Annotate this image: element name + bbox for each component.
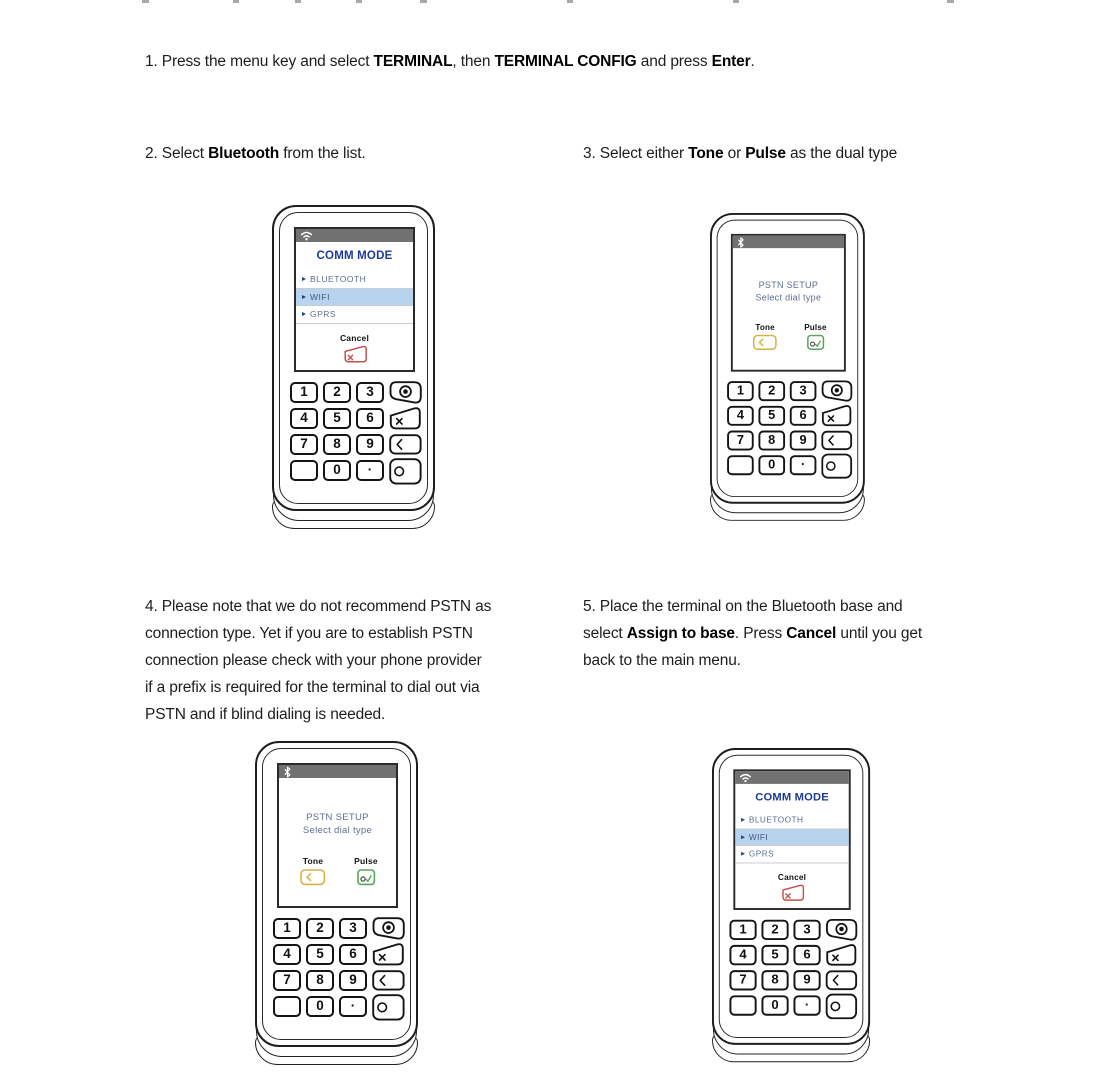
key-6: 6 xyxy=(793,945,820,965)
step-5-line xyxy=(583,620,922,647)
key-8: 8 xyxy=(761,970,788,990)
step-3-segment: as the dual type xyxy=(785,144,898,162)
step-1-bold: TERMINAL CONFIG xyxy=(494,52,637,70)
terminal-screen xyxy=(294,227,415,372)
power-key-icon xyxy=(821,380,852,403)
key-0: 0 xyxy=(761,995,788,1015)
enter-key-icon xyxy=(389,458,422,485)
wifi-icon xyxy=(300,230,313,241)
key-7: 7 xyxy=(290,434,318,455)
step-5-bold: Cancel xyxy=(786,625,837,642)
terminal-body xyxy=(710,213,865,504)
screen-statusbar xyxy=(735,771,848,784)
arrow-bullet-icon xyxy=(302,295,306,299)
key-4: 4 xyxy=(729,945,756,965)
terminal-illustration-comm-mode-1 xyxy=(272,205,435,529)
menu-list xyxy=(296,271,413,324)
key-5: 5 xyxy=(758,406,785,426)
key-3: 3 xyxy=(356,382,384,403)
clipped-text-artifact xyxy=(420,0,427,3)
power-key-icon xyxy=(825,919,857,942)
menu-item-label: GPRS xyxy=(310,309,337,320)
key-6: 6 xyxy=(356,408,384,429)
step-1-bold: Enter xyxy=(711,52,751,70)
menu-item-label: WIFI xyxy=(748,832,769,842)
keypad xyxy=(727,381,852,484)
step-5-line: back to the main menu. xyxy=(583,652,741,669)
tone-back-key-icon xyxy=(753,335,778,351)
terminal-body xyxy=(272,205,435,511)
key-0: 0 xyxy=(758,455,785,475)
terminal-screen xyxy=(733,769,850,910)
step-3-bold: Tone xyxy=(688,144,724,162)
pstn-setup-subtitle: Select dial type xyxy=(755,292,822,304)
step-2-segment: 2. Select xyxy=(145,144,209,162)
key-8: 8 xyxy=(323,434,351,455)
step-1-segment: . xyxy=(750,52,755,70)
step-4-line: PSTN and if blind dialing is needed. xyxy=(145,706,386,723)
key-9: 9 xyxy=(793,970,820,990)
key-9: 9 xyxy=(339,970,367,991)
arrow-bullet-icon xyxy=(302,312,306,316)
key-2: 2 xyxy=(323,382,351,403)
terminal-screen xyxy=(277,763,398,908)
key-9: 9 xyxy=(790,431,817,451)
menu-item-label: GPRS xyxy=(748,849,775,859)
menu-item-gprs xyxy=(735,846,848,863)
key-4: 4 xyxy=(290,408,318,429)
back-key-icon xyxy=(825,970,857,990)
enter-key-icon xyxy=(821,453,852,479)
cancel-key-icon xyxy=(779,883,804,900)
screen-statusbar xyxy=(279,765,396,778)
key-1: 1 xyxy=(290,382,318,403)
step-3-text xyxy=(583,143,897,165)
menu-item-wifi-selected xyxy=(735,829,848,846)
key-7: 7 xyxy=(727,431,754,451)
keypad xyxy=(273,918,405,1026)
key-2: 2 xyxy=(758,381,785,401)
menu-item-label: WIFI xyxy=(310,291,330,302)
key-0: 0 xyxy=(306,996,334,1017)
tone-option xyxy=(293,856,333,891)
step-5-segment: select xyxy=(583,625,627,642)
step-1-segment: , then xyxy=(452,52,495,70)
pulse-label: Pulse xyxy=(354,856,378,866)
terminal-illustration-comm-mode-2 xyxy=(712,748,870,1062)
bluetooth-icon xyxy=(283,766,292,778)
tone-option xyxy=(746,322,784,355)
step-4-line: 4. Please note that we do not recommend PSTN as xyxy=(145,598,492,615)
key-3: 3 xyxy=(790,381,817,401)
step-1-bold: TERMINAL xyxy=(373,52,453,70)
keypad xyxy=(290,382,422,490)
step-2-segment: from the list. xyxy=(279,144,366,162)
clipped-text-artifact xyxy=(733,0,739,3)
step-5-segment: until you get xyxy=(836,625,922,642)
step-1-segment: and press xyxy=(636,52,712,70)
key-3: 3 xyxy=(793,920,820,940)
back-key-icon xyxy=(821,431,852,451)
key-1: 1 xyxy=(273,918,301,939)
step-5-bold: Assign to base xyxy=(626,625,735,642)
arrow-bullet-icon xyxy=(302,277,306,281)
key-dot: · xyxy=(339,996,367,1017)
tone-label: Tone xyxy=(302,856,324,866)
pstn-setup-title: PSTN SETUP xyxy=(306,812,369,823)
menu-list xyxy=(735,812,848,863)
step-4-text xyxy=(145,593,491,728)
arrow-bullet-icon xyxy=(741,835,745,839)
tone-back-key-icon xyxy=(300,869,326,886)
terminal-body xyxy=(255,741,418,1047)
step-5-segment: . Press xyxy=(734,625,787,642)
key-dot: · xyxy=(793,995,820,1015)
menu-item-bluetooth xyxy=(735,812,848,829)
menu-item-label: BLUETOOTH xyxy=(748,815,804,825)
step-4-line: connection please check with your phone provider xyxy=(145,652,482,669)
clipped-text-artifact xyxy=(142,0,149,3)
arrow-bullet-icon xyxy=(741,852,745,856)
key-blank xyxy=(290,460,318,481)
keypad xyxy=(729,920,857,1025)
tone-label: Tone xyxy=(755,322,775,332)
key-1: 1 xyxy=(729,920,756,940)
step-4-line: connection type. Yet if you are to establish PSTN xyxy=(145,625,473,642)
dial-type-options xyxy=(279,856,396,898)
step-1-segment: 1. Press the menu key and select xyxy=(145,52,374,70)
step-3-segment: 3. Select either xyxy=(583,144,689,162)
pulse-option xyxy=(796,322,834,355)
clipped-text-artifact xyxy=(356,0,362,3)
pulse-ok-key-icon xyxy=(357,869,376,886)
back-key-icon xyxy=(372,970,405,991)
pstn-setup-subtitle: Select dial type xyxy=(302,825,373,836)
cancel-label: Cancel xyxy=(777,871,807,882)
cancel-x-key-icon xyxy=(821,405,852,427)
key-blank xyxy=(727,455,754,475)
step-2-bold: Bluetooth xyxy=(208,144,280,162)
step-5-line: 5. Place the terminal on the Bluetooth base and xyxy=(583,598,903,615)
arrow-bullet-icon xyxy=(741,818,745,822)
screen-title: COMM MODE xyxy=(316,250,393,262)
power-key-icon xyxy=(389,381,422,405)
clipped-text-artifact xyxy=(947,0,954,3)
key-5: 5 xyxy=(323,408,351,429)
step-4-line: if a prefix is required for the terminal to dial out via xyxy=(145,679,480,696)
key-5: 5 xyxy=(761,945,788,965)
key-3: 3 xyxy=(339,918,367,939)
pulse-option xyxy=(346,856,386,891)
key-9: 9 xyxy=(356,434,384,455)
key-7: 7 xyxy=(729,970,756,990)
dial-type-options xyxy=(733,322,844,362)
key-8: 8 xyxy=(758,431,785,451)
screen-message xyxy=(733,280,844,305)
pulse-ok-key-icon xyxy=(806,335,824,351)
terminal-illustration-pstn-2 xyxy=(255,741,418,1065)
clipped-text-artifact xyxy=(567,0,573,3)
cancel-x-key-icon xyxy=(825,944,857,966)
wifi-icon xyxy=(739,772,752,783)
clipped-text-artifact xyxy=(233,0,239,3)
key-6: 6 xyxy=(339,944,367,965)
bluetooth-icon xyxy=(737,237,746,248)
pulse-label: Pulse xyxy=(804,322,827,332)
key-1: 1 xyxy=(727,381,754,401)
screen-message xyxy=(279,811,396,837)
power-key-icon xyxy=(372,917,405,941)
menu-item-wifi-selected xyxy=(296,289,413,307)
screen-statusbar xyxy=(296,229,413,242)
cancel-x-key-icon xyxy=(389,407,422,430)
step-3-segment: or xyxy=(723,144,746,162)
menu-item-gprs xyxy=(296,306,413,324)
key-6: 6 xyxy=(790,406,817,426)
key-dot: · xyxy=(790,455,817,475)
enter-key-icon xyxy=(372,994,405,1021)
screen-title: COMM MODE xyxy=(755,791,829,804)
back-key-icon xyxy=(389,434,422,455)
key-4: 4 xyxy=(727,406,754,426)
key-blank xyxy=(729,995,756,1015)
key-dot: · xyxy=(356,460,384,481)
terminal-body xyxy=(712,748,870,1045)
pstn-setup-title: PSTN SETUP xyxy=(758,280,819,291)
key-7: 7 xyxy=(273,970,301,991)
key-blank xyxy=(273,996,301,1017)
step-1-text xyxy=(145,51,755,73)
key-4: 4 xyxy=(273,944,301,965)
key-2: 2 xyxy=(306,918,334,939)
screen-statusbar xyxy=(733,236,844,248)
terminal-illustration-pstn-1 xyxy=(710,213,865,521)
menu-item-bluetooth xyxy=(296,271,413,289)
key-0: 0 xyxy=(323,460,351,481)
clipped-text-artifact xyxy=(295,0,301,3)
step-2-text xyxy=(145,143,366,165)
menu-item-label: BLUETOOTH xyxy=(310,274,367,285)
cancel-x-key-icon xyxy=(372,943,405,966)
key-8: 8 xyxy=(306,970,334,991)
cancel-label: Cancel xyxy=(339,332,370,343)
key-5: 5 xyxy=(306,944,334,965)
terminal-screen xyxy=(731,234,846,372)
enter-key-icon xyxy=(825,993,857,1019)
step-5-text xyxy=(583,593,922,674)
step-3-bold: Pulse xyxy=(745,144,786,162)
cancel-key-icon xyxy=(342,345,368,363)
key-2: 2 xyxy=(761,920,788,940)
